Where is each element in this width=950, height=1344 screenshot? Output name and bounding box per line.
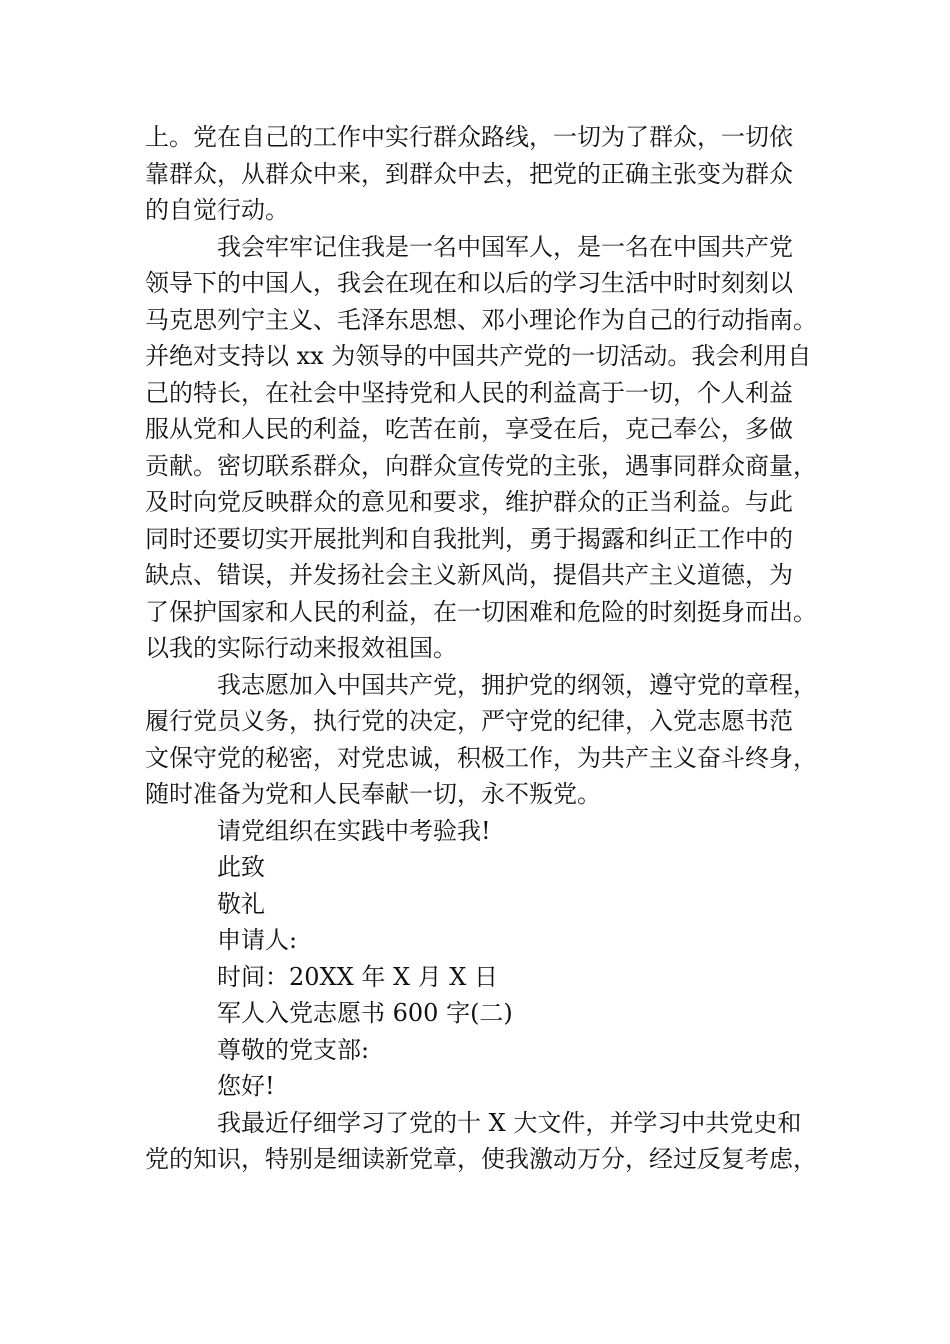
text-line: 及时向党反映群众的意见和要求，维护群众的正当利益。与此 <box>145 488 793 516</box>
text-line: 敬礼 <box>217 889 265 918</box>
text-line: 申请人: <box>217 926 298 954</box>
text-line: 党的知识，特别是细读新党章，使我激动万分，经过反复考虑， <box>145 1145 817 1173</box>
text-line: 您好! <box>217 1072 275 1100</box>
text-line: 军人入党志愿书 600 字(二) <box>217 999 513 1027</box>
text-line: 靠群众，从群众中来，到群众中去，把党的正确主张变为群众 <box>145 159 793 188</box>
text-line: 服从党和人民的利益，吃苦在前，享受在后，克己奉公，多做 <box>145 415 793 443</box>
text-line: 我最近仔细学习了党的十 X 大文件，并学习中共党史和 <box>217 1108 802 1137</box>
text-line: 同时还要切实开展批判和自我批判，勇于揭露和纠正工作中的 <box>145 524 793 553</box>
text-line: 马克思列宁主义、毛泽东思想、邓小理论作为自己的行动指南。 <box>145 305 817 334</box>
text-line: 文保守党的秘密，对党忠诚，积极工作，为共产主义奋斗终身， <box>145 743 817 772</box>
text-line: 尊敬的党支部: <box>217 1035 370 1064</box>
document-body <box>145 119 817 1178</box>
text-line: 上。党在自己的工作中实行群众路线，一切为了群众，一切依 <box>145 123 793 151</box>
text-line: 时间：20XX 年 X 月 X 日 <box>217 962 499 991</box>
text-line: 了保护国家和人民的利益，在一切困难和危险的时刻挺身而出。 <box>145 597 817 626</box>
text-line: 履行党员义务，执行党的决定，严守党的纪律，入党志愿书范 <box>145 707 793 735</box>
text-line: 我志愿加入中国共产党，拥护党的纲领，遵守党的章程， <box>217 670 817 699</box>
text-line: 己的特长，在社会中坚持党和人民的利益高于一切，个人利益 <box>145 378 793 407</box>
text-line: 随时准备为党和人民奉献一切，永不叛党。 <box>145 780 601 808</box>
text-line: 缺点、错误，并发扬社会主义新风尚，提倡共产主义道德，为 <box>145 561 793 589</box>
text-line: 领导下的中国人，我会在现在和以后的学习生活中时时刻刻以 <box>145 269 793 297</box>
text-line: 并绝对支持以 xx 为领导的中国共产党的一切活动。我会利用自 <box>145 342 812 370</box>
text-line: 此致 <box>217 853 265 881</box>
text-line: 以我的实际行动来报效祖国。 <box>145 634 457 662</box>
text-line: 贡献。密切联系群众，向群众宣传党的主张，遇事同群众商量， <box>145 451 817 480</box>
text-line: 的自觉行动。 <box>145 196 289 224</box>
text-line: 请党组织在实践中考验我! <box>217 816 491 845</box>
text-line: 我会牢牢记住我是一名中国军人，是一名在中国共产党 <box>217 232 793 261</box>
